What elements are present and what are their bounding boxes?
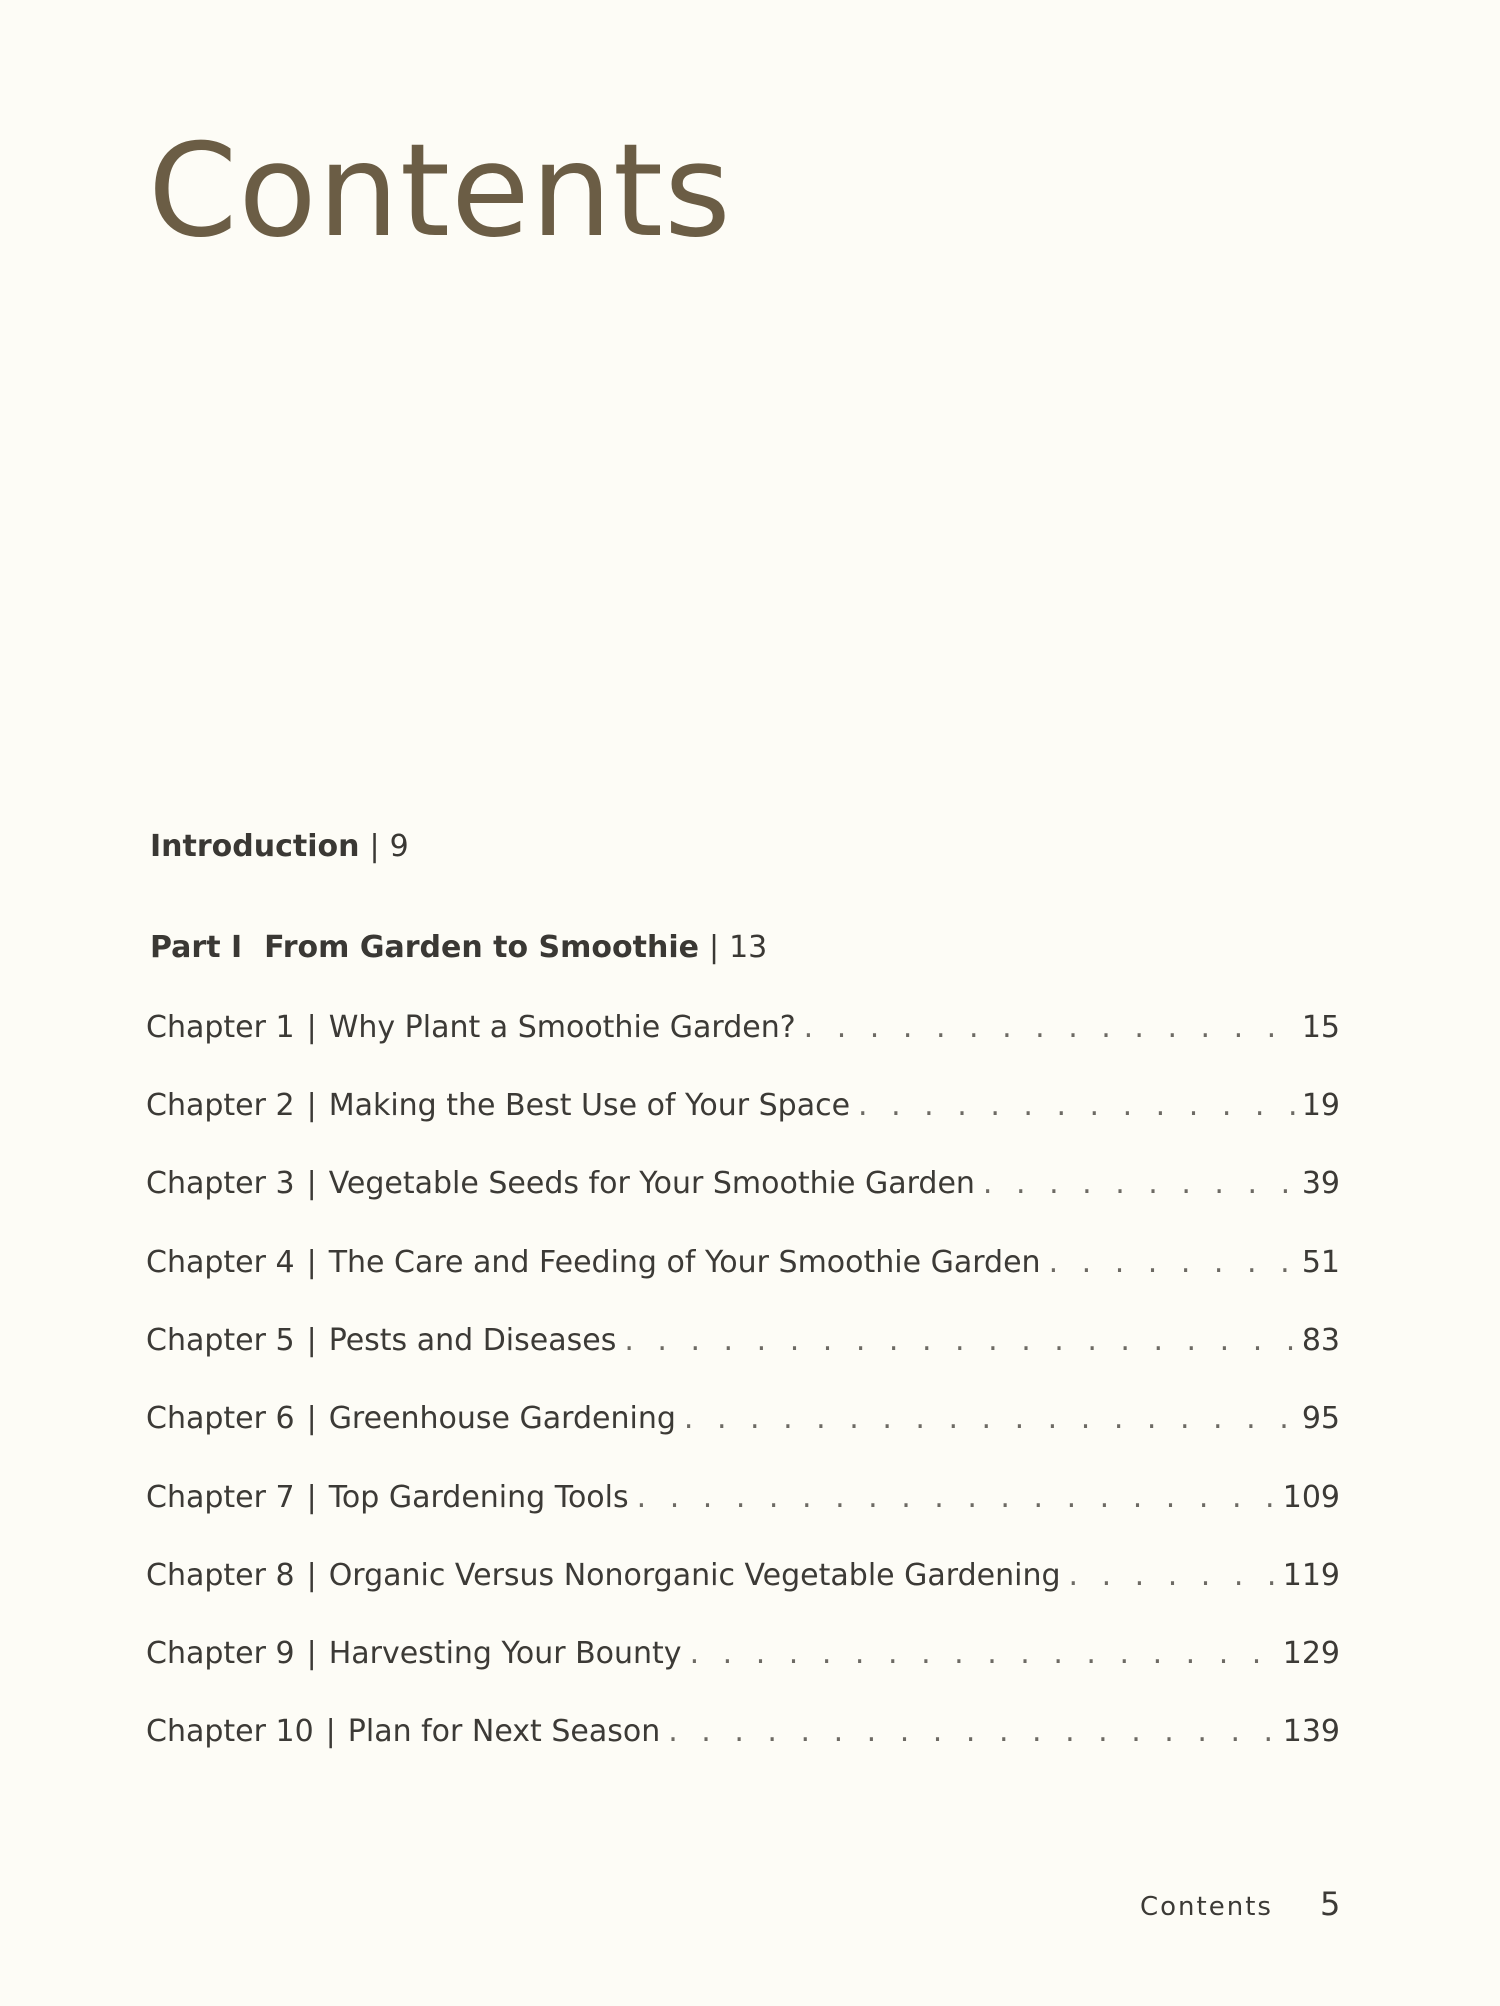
chapter-label: Chapter 5 [146,1323,295,1358]
dot-leader [684,1399,1296,1439]
chapter-page: 15 [1301,1010,1340,1045]
toc-chapter-2[interactable] [146,1086,1340,1126]
chapter-page: 19 [1301,1088,1340,1123]
dot-leader [1049,1243,1296,1283]
chapter-page: 51 [1301,1245,1340,1280]
chapter-page: 95 [1301,1401,1340,1436]
introduction-label: Introduction [150,829,360,864]
chapter-page: 39 [1301,1166,1340,1201]
toc-chapter-8[interactable] [146,1556,1340,1596]
dot-leader [690,1634,1277,1674]
part-separator: | [708,930,720,965]
chapter-label: Chapter 7 [146,1480,295,1515]
chapter-title: Harvesting Your Bounty [328,1636,682,1671]
chapter-separator: | [306,1088,317,1123]
toc-chapter-7[interactable] [146,1478,1340,1518]
chapter-separator: | [325,1714,336,1749]
chapter-separator: | [306,1010,317,1045]
toc-introduction[interactable] [150,827,409,867]
chapter-separator: | [306,1323,317,1358]
chapter-separator: | [306,1245,317,1280]
toc-chapter-3[interactable] [146,1164,1340,1204]
introduction-separator: | [369,829,380,864]
dot-leader [624,1321,1295,1361]
dot-leader [637,1478,1277,1518]
chapter-label: Chapter 1 [146,1010,295,1045]
chapter-label: Chapter 4 [146,1245,295,1280]
chapter-title: Greenhouse Gardening [328,1401,676,1436]
part-title: From Garden to Smoothie [264,930,699,965]
dot-leader [804,1008,1296,1048]
chapter-separator: | [306,1636,317,1671]
chapter-page: 109 [1282,1480,1340,1515]
chapter-label: Chapter 9 [146,1636,295,1671]
chapter-label: Chapter 6 [146,1401,295,1436]
dot-leader [858,1086,1296,1126]
chapter-title: Why Plant a Smoothie Garden? [328,1010,796,1045]
chapter-page: 139 [1282,1714,1340,1749]
chapter-title: Vegetable Seeds for Your Smoothie Garden [328,1166,975,1201]
chapter-title: Pests and Diseases [328,1323,617,1358]
toc-part-1[interactable] [150,928,767,968]
chapter-label: Chapter 3 [146,1166,295,1201]
page-title: Contents [148,117,732,266]
chapter-label: Chapter 10 [146,1714,314,1749]
part-label: Part I [150,930,243,965]
chapter-separator: | [306,1480,317,1515]
chapter-page: 83 [1301,1323,1340,1358]
chapter-separator: | [306,1401,317,1436]
toc-chapter-5[interactable] [146,1321,1340,1361]
dot-leader [983,1164,1296,1204]
footer-page-number: 5 [1320,1885,1341,1923]
chapter-page: 119 [1282,1558,1340,1593]
chapter-title: The Care and Feeding of Your Smoothie Garden [328,1245,1041,1280]
part-page: 13 [729,930,768,965]
introduction-page: 9 [389,829,409,864]
footer-running-title: Contents [1140,1892,1273,1922]
chapter-label: Chapter 2 [146,1088,295,1123]
chapter-title: Making the Best Use of Your Space [328,1088,851,1123]
toc-chapter-4[interactable] [146,1243,1340,1283]
chapter-page: 129 [1282,1636,1340,1671]
toc-chapter-10[interactable] [146,1712,1340,1752]
toc-chapter-6[interactable] [146,1399,1340,1439]
chapter-separator: | [306,1558,317,1593]
dot-leader [668,1712,1277,1752]
toc-chapter-9[interactable] [146,1634,1340,1674]
dot-leader [1069,1556,1277,1596]
chapter-label: Chapter 8 [146,1558,295,1593]
chapter-title: Top Gardening Tools [328,1480,629,1515]
toc-chapter-1[interactable] [146,1008,1340,1048]
chapter-separator: | [306,1166,317,1201]
chapter-title: Organic Versus Nonorganic Vegetable Gardening [328,1558,1061,1593]
chapter-title: Plan for Next Season [347,1714,661,1749]
